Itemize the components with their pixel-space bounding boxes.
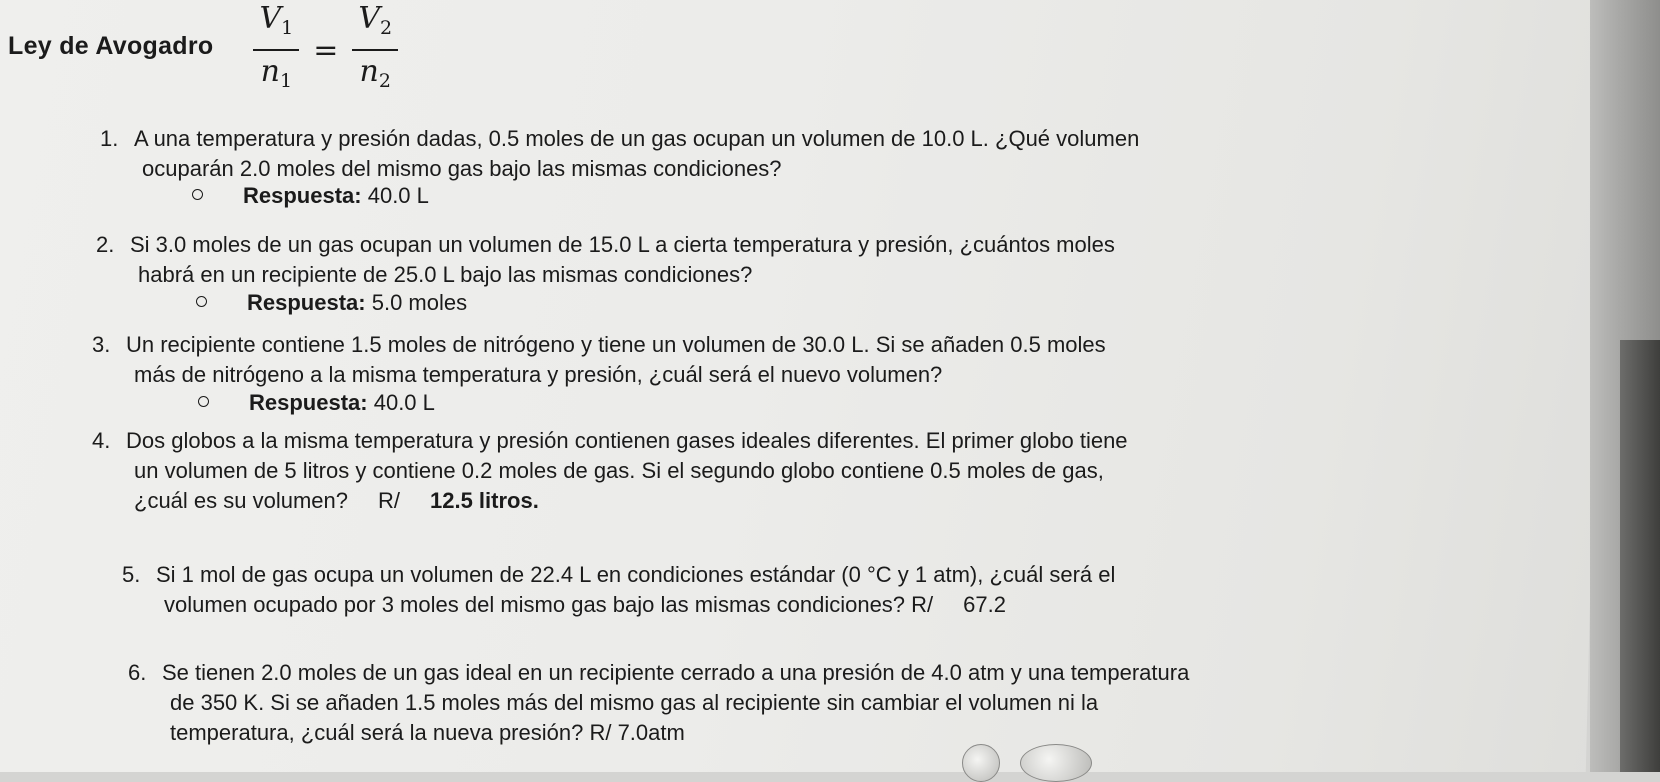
coin-object xyxy=(962,744,1000,782)
denominator-left: $n_1$ xyxy=(260,54,293,92)
fraction-right xyxy=(352,0,398,100)
numerator-left: $V_1$ xyxy=(259,1,294,39)
answer-prefix: R/ xyxy=(378,488,400,513)
fraction-left xyxy=(253,0,299,100)
problem-number: 4. xyxy=(92,428,111,453)
bullet-circle-icon xyxy=(192,189,203,200)
answer-value: 5.0 moles xyxy=(371,290,468,315)
problem-text: Se tienen 2.0 moles de un gas ideal en un recipiente cerrado a una presión de 4.0 atm y una temperatura xyxy=(162,660,1190,685)
answer-value: 67.2 xyxy=(963,592,1006,617)
fold-shadow xyxy=(1620,340,1660,772)
page-edge-background xyxy=(1590,0,1660,772)
problem-number: 1. xyxy=(100,126,119,151)
problem-2 xyxy=(96,230,1115,290)
answer-label: Respuesta: xyxy=(243,183,362,208)
problem-6 xyxy=(128,658,1189,748)
problem-5 xyxy=(122,560,1115,620)
page-title: Ley de Avogadro xyxy=(8,31,214,60)
problem-text: habrá en un recipiente de 25.0 L bajo las mismas condiciones? xyxy=(138,262,753,287)
problem-number: 6. xyxy=(128,660,147,685)
coin-object xyxy=(1020,744,1092,782)
answer-value: 12.5 litros. xyxy=(430,488,539,513)
problem-text: A una temperatura y presión dadas, 0.5 moles de un gas ocupan un volumen de 10.0 L. ¿Qué volumen xyxy=(134,126,1140,151)
answer-value: 40.0 L xyxy=(367,183,429,208)
answer-label: Respuesta: xyxy=(247,290,366,315)
problem-1 xyxy=(100,124,1139,184)
bullet-circle-icon xyxy=(198,396,209,407)
equals-sign: = xyxy=(313,32,339,68)
answer-label: Respuesta: xyxy=(249,390,368,415)
problem-text-line: ¿cuál es su volumen? R/ 12.5 litros. xyxy=(134,488,539,513)
problem-text: Un recipiente contiene 1.5 moles de nitrógeno y tiene un volumen de 30.0 L. Si se añaden 0.5 moles xyxy=(126,332,1106,357)
bullet-circle-icon xyxy=(196,296,207,307)
problem-number: 3. xyxy=(92,332,111,357)
problem-3 xyxy=(92,330,1106,390)
problem-text: ocuparán 2.0 moles del mismo gas bajo las mismas condiciones? xyxy=(142,156,782,181)
answer-value: 40.0 L xyxy=(373,390,435,415)
problem-text: un volumen de 5 litros y contiene 0.2 moles de gas. Si el segundo globo contiene 0.5 moles de gas, xyxy=(134,458,1104,483)
problem-text-line: volumen ocupado por 3 moles del mismo gas bajo las mismas condiciones? R/ 67.2 xyxy=(164,592,1006,617)
problem-number: 5. xyxy=(122,562,141,587)
problem-text: Si 3.0 moles de un gas ocupan un volumen de 15.0 L a cierta temperatura y presión, ¿cuántos moles xyxy=(130,232,1115,257)
answer-prefix: R/ xyxy=(911,592,934,617)
problem-text: de 350 K. Si se añaden 1.5 moles más del mismo gas al recipiente sin cambiar el volumen ni la xyxy=(170,690,1099,715)
problem-text: más de nitrógeno a la misma temperatura y presión, ¿cuál será el nuevo volumen? xyxy=(134,362,943,387)
problem-4 xyxy=(92,426,1128,516)
fraction-bar xyxy=(253,49,299,51)
answer-1 xyxy=(192,181,429,211)
avogadro-formula xyxy=(253,0,398,100)
problem-text: Si 1 mol de gas ocupa un volumen de 22.4 L en condiciones estándar (0 °C y 1 atm), ¿cuál será el xyxy=(156,562,1116,587)
problem-text: temperatura, ¿cuál será la nueva presión? R/ 7.0atm xyxy=(170,720,685,745)
fraction-bar xyxy=(352,49,398,51)
denominator-right: $n_2$ xyxy=(359,54,391,92)
problem-number: 2. xyxy=(96,232,115,257)
answer-3 xyxy=(198,388,435,418)
numerator-right: $V_2$ xyxy=(358,1,393,39)
answer-2 xyxy=(196,288,467,318)
header-row xyxy=(8,0,398,100)
problem-text: Dos globos a la misma temperatura y presión contienen gases ideales diferentes. El primer globo tiene xyxy=(126,428,1128,453)
